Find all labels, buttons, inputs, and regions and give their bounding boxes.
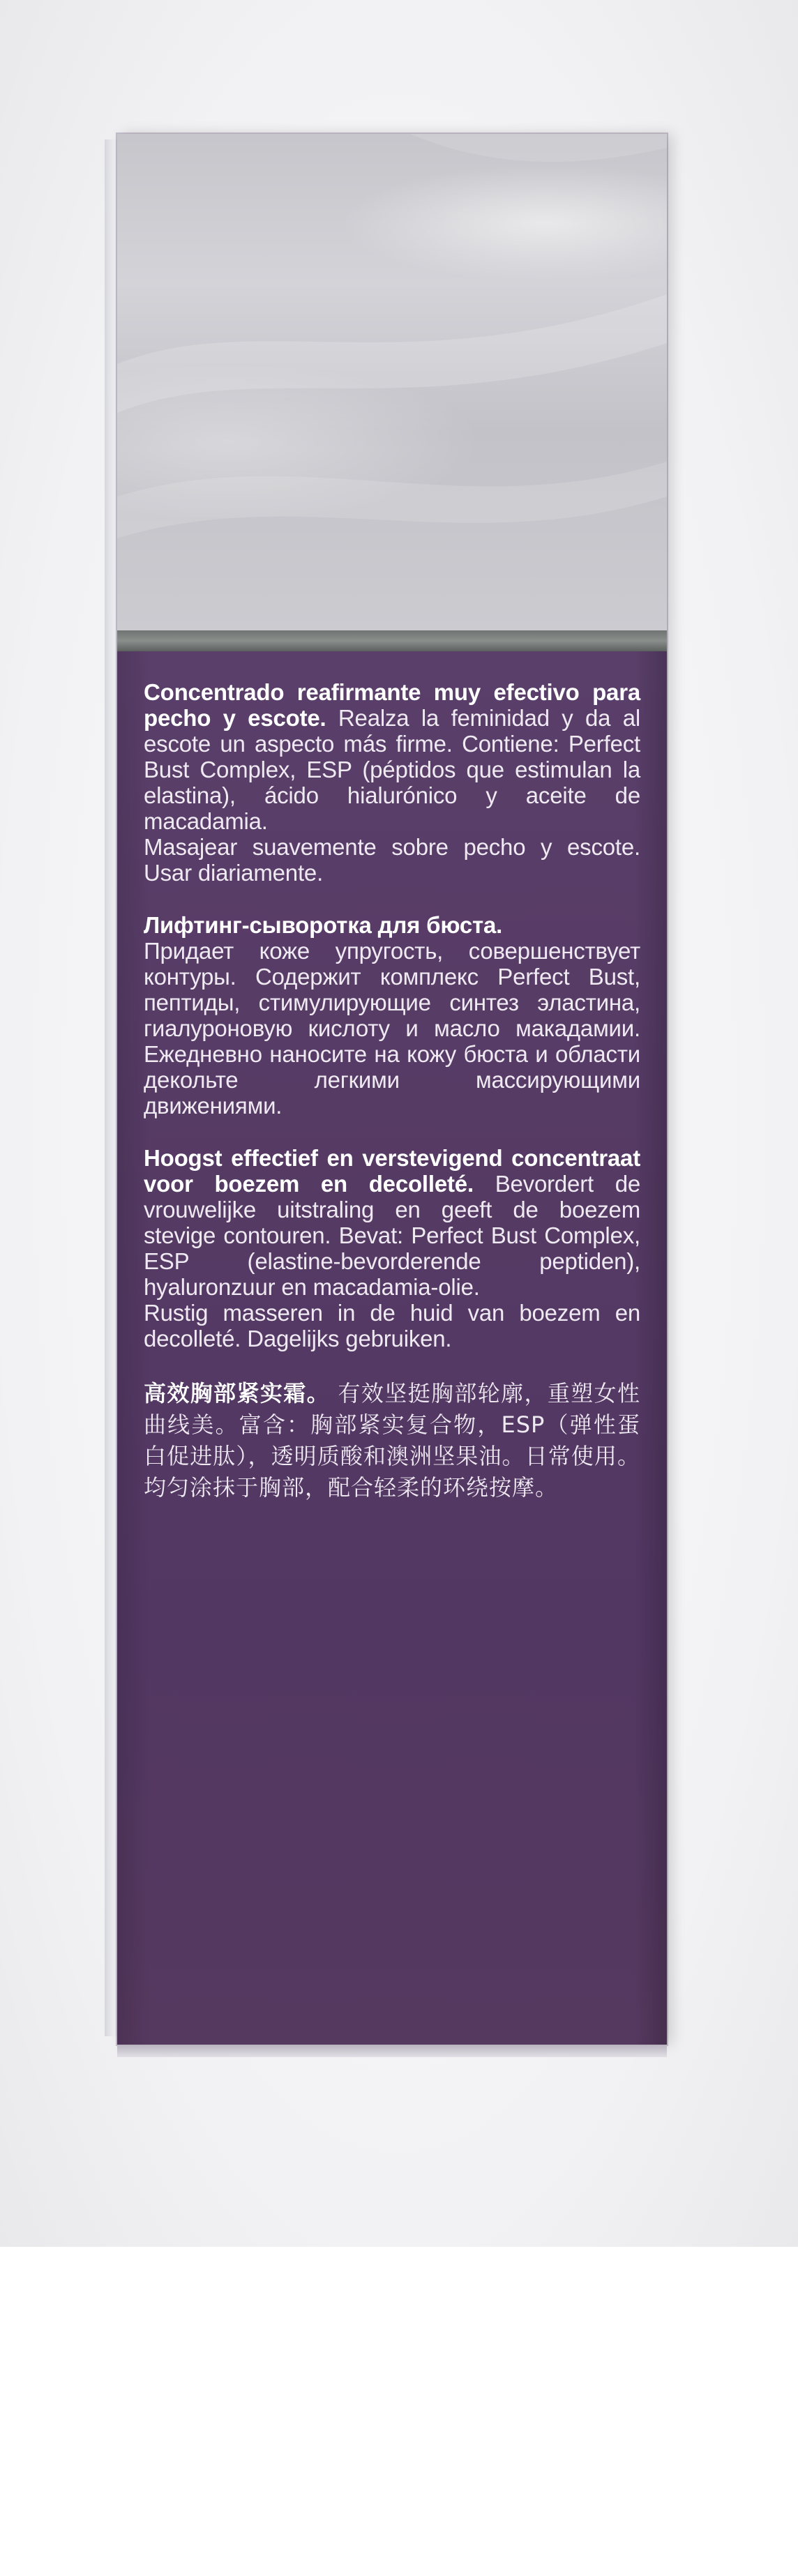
light-glare (571, 2395, 654, 2576)
purple-label-panel (117, 651, 667, 2045)
spanish-directions: Masajear suavemente sobre pecho y escote. Usar diariamente. (144, 834, 640, 886)
dutch-section (144, 1145, 640, 1351)
chinese-section (144, 1378, 640, 1503)
russian-heading: Лифтинг-сыворотка для бюста. (144, 912, 503, 938)
accent-stripe (117, 630, 667, 651)
product-box-side (117, 134, 667, 2045)
spanish-section (144, 679, 640, 886)
silver-wave-pattern (117, 134, 667, 630)
dutch-body: Bevordert de vrouwelijke uitstraling en geeft de boezem stevige contouren. Bevat: Perfect Bust Complex, ESP (elastine-bevorderende peptiden), hyaluronzuur en macadamia-olie. (144, 1171, 641, 1300)
russian-body: Придает коже упругость, совершенствует контуры. Содержит комплекс Perfect Bust, пептиды, стимулирующие синтез эластина, гиалуроновую кислоту и масло макадамии. Ежедневно наносите на кожу бюста и области декольте легкими массирующими движениями. (144, 938, 640, 1119)
chinese-heading: 高效胸部紧实霜。 (144, 1380, 330, 1407)
dutch-heading: Hoogst effectief en verstevigend concentraat voor boezem en decolleté. (144, 1145, 640, 1197)
box-bottom-edge (117, 2045, 667, 2057)
chinese-body: 有效坚挺胸部轮廓，重塑女性曲线美。富含：胸部紧实复合物，ESP（弹性蛋白促进肽），透明质酸和澳洲坚果油。日常使用。均匀涂抹于胸部，配合轻柔的环绕按摩。 (144, 1380, 640, 1501)
spanish-heading: Concentrado reafirmante muy efectivo para pecho y escote. (144, 679, 640, 731)
multilingual-description (144, 679, 640, 1530)
dutch-directions: Rustig masseren in de huid van boezem en decolleté. Dagelijks gebruiken. (144, 1300, 640, 1351)
spanish-body: Realza la feminidad y da al escote un aspecto más firme. Contiene: Perfect Bust Complex, ESP (péptidos que estimulan la elastina), ácido hialurónico y aceite de macadamia. (144, 705, 640, 834)
russian-section (144, 912, 640, 1119)
